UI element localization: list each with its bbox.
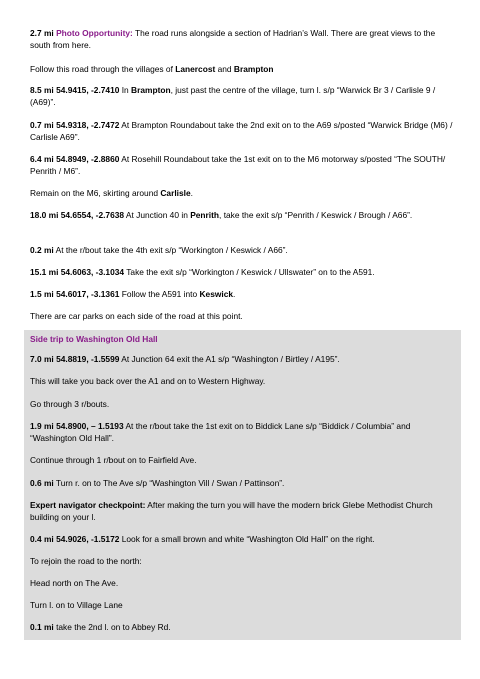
paragraph-text: At the r/bout take the 4th exit s/p “Workington / Keswick / A66”.	[53, 245, 288, 255]
paragraph-photo-opportunity	[30, 28, 455, 51]
coordinates: 15.1 mi 54.6063, -3.1034	[30, 267, 125, 277]
paragraph-text: This will take you back over the A1 and on to Western Highway.	[30, 376, 266, 386]
paragraph-text: Follow this road through the villages of	[30, 64, 176, 74]
paragraph-text: Continue through 1 r/bout on to Fairfield Ave.	[30, 455, 197, 465]
paragraph-text: At Junction 64 exit the A1 s/p “Washington / Birtley / A195”.	[119, 354, 340, 364]
paragraph-text: To rejoin the road to the north:	[30, 556, 142, 566]
coordinates: 18.0 mi 54.6554, -2.7638	[30, 210, 125, 220]
paragraph-text: The road runs alongside a section of Hadrian’s Wall. There are great views to the south from here.	[30, 28, 436, 50]
place-name: Carlisle	[160, 188, 191, 198]
side-trip-heading-text: Side trip to Washington Old Hall	[30, 334, 158, 344]
checkpoint-label: Expert navigator checkpoint:	[30, 500, 146, 510]
paragraph-text: Head north on The Ave.	[30, 578, 119, 588]
place-name: Brampton	[131, 85, 171, 95]
paragraph-brampton-roundabout	[30, 120, 455, 143]
paragraph-text: After making the turn you will have the modern brick Glebe Methodist Church building on your l.	[30, 500, 433, 522]
place-name: Keswick	[199, 289, 234, 299]
paragraph-text: , just past the centre of the village, turn l. s/p “Warwick Br 3 / Carlisle 9 / (A69)”.	[30, 85, 436, 107]
coordinates: 1.5 mi 54.6017, -3.1361	[30, 289, 120, 299]
paragraph-text: , take the exit s/p “Penrith / Keswick / Brough / A66”.	[219, 210, 413, 220]
side-trip-rbouts	[30, 399, 455, 411]
paragraph-text: Look for a small brown and white “Washington Old Hall” on the right.	[119, 534, 375, 544]
paragraph-text: At the r/bout take the 1st exit on to Biddick Lane s/p “Biddick / Columbia” and “Washington Old Hall”.	[30, 421, 411, 443]
coordinates: 0.4 mi 54.9026, -1.5172	[30, 534, 120, 544]
coordinates: 7.0 mi 54.8819, -1.5599	[30, 354, 120, 364]
paragraph-text: Follow the A591 into	[119, 289, 200, 299]
coordinates: 6.4 mi 54.8949, -2.8860	[30, 154, 120, 164]
paragraph-text: .	[233, 289, 236, 299]
paragraph-text: Take the exit s/p “Workington / Keswick / Ullswater” on to the A591.	[124, 267, 375, 277]
side-trip-heading	[30, 334, 455, 346]
side-trip-fairfield-ave	[30, 455, 455, 467]
paragraph-text: At Junction 40 in	[124, 210, 191, 220]
paragraph-text: At Rosehill Roundabout take the 1st exit on to the M6 motorway s/posted “The SOUTH/ Penrith / M6”.	[30, 154, 446, 176]
side-trip-old-hall-sign	[30, 534, 455, 546]
coordinates: 0.6 mi	[30, 478, 54, 488]
paragraph-text: At Brampton Roundabout take the 2nd exit on to the A69 s/posted “Warwick Bridge (M6) / Carlisle A69”.	[30, 120, 453, 142]
paragraph-car-parks	[30, 311, 455, 323]
paragraph-keswick	[30, 289, 455, 301]
photo-opportunity-label: Photo Opportunity:	[56, 28, 133, 38]
paragraph-text: Turn r. on to The Ave s/p “Washington Vill / Swan / Pattinson”.	[53, 478, 285, 488]
side-trip-rejoin	[30, 556, 455, 568]
side-trip-abbey-rd	[30, 622, 455, 634]
coordinates: 0.7 mi 54.9318, -2.7472	[30, 120, 120, 130]
paragraph-a591	[30, 267, 455, 279]
place-name: Penrith	[190, 210, 220, 220]
paragraph-text: Turn l. on to Village Lane	[30, 600, 123, 610]
paragraph-brampton	[30, 85, 455, 108]
paragraph-text: and	[215, 64, 234, 74]
paragraph-text: .	[190, 188, 193, 198]
side-trip-western-highway	[30, 376, 455, 388]
paragraph-text: take the 2nd l. on to Abbey Rd.	[53, 622, 171, 632]
distance: 2.7 mi	[30, 28, 54, 38]
coordinates: 0.2 mi	[30, 245, 54, 255]
place-name: Lanercost	[175, 64, 216, 74]
coordinates: 0.1 mi	[30, 622, 54, 632]
side-trip-junction-64	[30, 354, 455, 366]
paragraph-penrith	[30, 210, 455, 222]
coordinates: 8.5 mi 54.9415, -2.7410	[30, 85, 120, 95]
paragraph-villages	[30, 64, 455, 76]
paragraph-rosehill-roundabout	[30, 154, 455, 177]
side-trip-checkpoint	[30, 500, 455, 523]
paragraph-text: Remain on the M6, skirting around	[30, 188, 161, 198]
paragraph-text: In	[119, 85, 132, 95]
side-trip-village-lane	[30, 600, 455, 612]
side-trip-biddick-lane	[30, 421, 455, 444]
paragraph-rbout-4th-exit	[30, 245, 455, 257]
coordinates: 1.9 mi 54.8900, – 1.5193	[30, 421, 124, 431]
paragraph-text: There are car parks on each side of the road at this point.	[30, 311, 243, 321]
paragraph-text: Go through 3 r/bouts.	[30, 399, 110, 409]
place-name: Brampton	[233, 64, 274, 74]
paragraph-carlisle	[30, 188, 455, 200]
side-trip-the-ave	[30, 478, 455, 490]
side-trip-head-north	[30, 578, 455, 590]
